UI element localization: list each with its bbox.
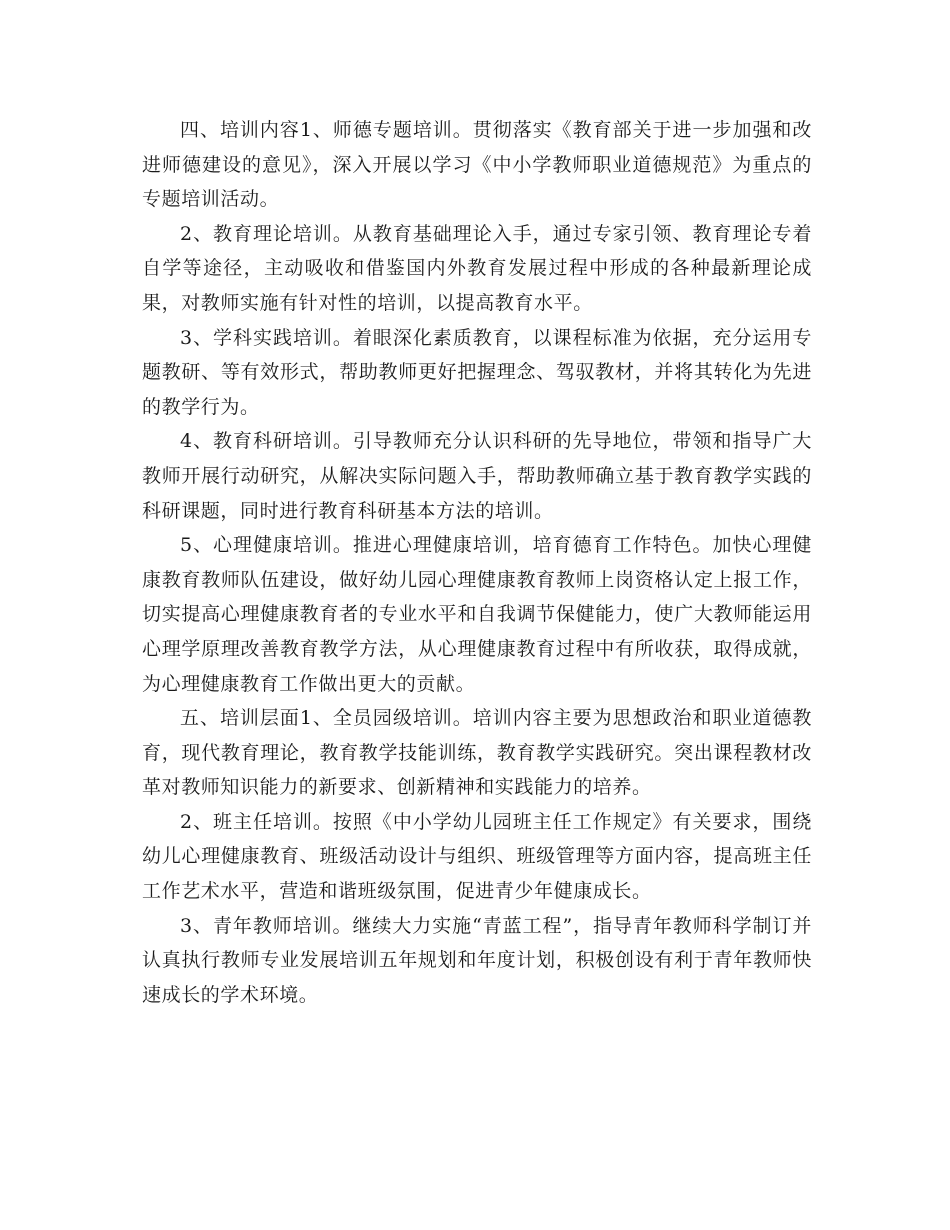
paragraph-all-staff-training: 五、培训层面1、全员园级培训。培训内容主要为思想政治和职业道德教育，现代教育理论，教育教学技能训练，教育教学实践研究。突出课程教材改革对教师知识能力的新要求、创新精神和实践能力的培养。 [142, 707, 812, 799]
paragraph-young-teacher-training: 3、青年教师培训。继续大力实施“青蓝工程”，指导青年教师科学制订并认真执行教师专业发展培训五年规划和年度计划，积极创设有利于青年教师快速成长的学术环境。 [142, 914, 812, 1006]
paragraph-subject-practice-training: 3、学科实践培训。着眼深化素质教育，以课程标准为依据，充分运用专题教研、等有效形式，帮助教师更好把握理念、驾驭教材，并将其转化为先进的教学行为。 [142, 326, 812, 418]
paragraph-education-theory-training: 2、教育理论培训。从教育基础理论入手，通过专家引领、教育理论专着自学等途径，主动吸收和借鉴国内外教育发展过程中形成的各种最新理论成果，对教师实施有针对性的培训，以提高教育水平。 [142, 222, 812, 314]
paragraph-teacher-ethics-training: 四、培训内容1、师德专题培训。贯彻落实《教育部关于进一步加强和改进师德建设的意见》，深入开展以学习《中小学教师职业道德规范》为重点的专题培训活动。 [142, 119, 812, 211]
document-body [142, 113, 812, 1012]
paragraph-class-teacher-training: 2、班主任培训。按照《中小学幼儿园班主任工作规定》有关要求，围绕幼儿心理健康教育、班级活动设计与组织、班级管理等方面内容，提高班主任工作艺术水平，营造和谐班级氛围，促进青少年健康成长。 [142, 810, 812, 903]
paragraph-mental-health-training: 5、心理健康培训。推进心理健康培训，培育德育工作特色。加快心理健康教育教师队伍建设，做好幼儿园心理健康教育教师上岗资格认定上报工作，切实提高心理健康教育者的专业水平和自我调节保健能力，使广大教师能运用心理学原理改善教育教学方法，从心理健康教育过程中有所收获，取得成就，为心理健康教育工作做出更大的贡献。 [142, 534, 812, 695]
paragraph-education-research-training: 4、教育科研培训。引导教师充分认识科研的先导地位，带领和指导广大教师开展行动研究，从解决实际问题入手，帮助教师确立基于教育教学实践的科研课题，同时进行教育科研基本方法的培训。 [142, 430, 812, 522]
